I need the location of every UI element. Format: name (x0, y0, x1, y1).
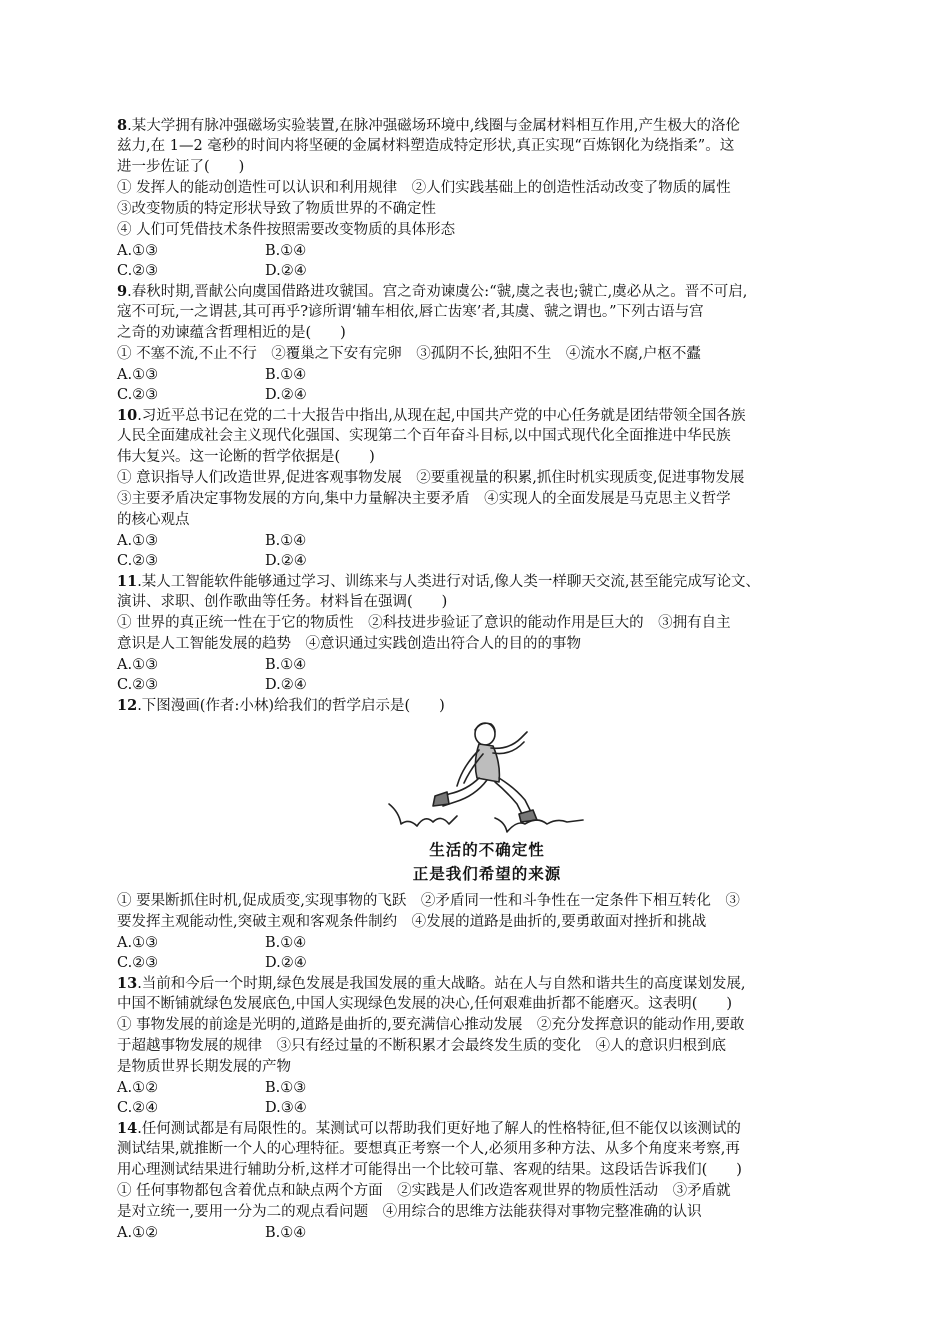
options-row (117, 1078, 839, 1098)
question-text: .任何测试都是有局限性的。某测试可以帮助我们更好地了解人的性格特征,但不能仅以该测试的 (137, 1121, 741, 1137)
statement-line: 是物质世界长期发展的产物 (117, 1059, 291, 1075)
question-text: .下图漫画(作者:小林)给我们的哲学启示是( ) (137, 698, 445, 714)
statement-line: 于超越事物发展的规律 ③只有经过量的不断积累才会最终发生质的变化 ④人的意识归根到底 (117, 1038, 726, 1054)
option-b[interactable]: B.①④ (265, 243, 307, 259)
option-c[interactable]: C.②③ (117, 387, 159, 403)
statement-line: ① 发挥人的能动创造性可以认识和利用规律 ②人们实践基础上的创造性活动改变了物质的属性 (117, 180, 731, 196)
question-text: 之奇的劝谏蕴含哲理相近的是( ) (117, 325, 346, 341)
question-14 (117, 1118, 839, 1243)
statement-line: ③主要矛盾决定事物发展的方向,集中力量解决主要矛盾 ④实现人的全面发展是马克思主义哲学 (117, 491, 731, 507)
statement-line: ③改变物质的特定形状导致了物质世界的不确定性 (117, 201, 436, 217)
cartoon-figure (387, 720, 587, 885)
question-8 (117, 115, 839, 281)
question-text: .当前和今后一个时期,绿色发展是我国发展的重大战略。站在人与自然和谐共生的高度谋划发展, (137, 976, 746, 992)
cartoon-caption-line2: 正是我们希望的来源 (412, 865, 562, 883)
question-text: 中国不断铺就绿色发展底色,中国人实现绿色发展的决心,任何艰难曲折都不能磨灭。这表明( ) (117, 996, 733, 1012)
statement-line: ① 事物发展的前途是光明的,道路是曲折的,要充满信心推动发展 ②充分发挥意识的能动作用,要敢 (117, 1017, 745, 1033)
options-row (117, 675, 839, 695)
question-number: 14 (117, 1120, 138, 1137)
question-12 (117, 695, 839, 973)
question-10 (117, 405, 839, 571)
option-c[interactable]: C.②④ (117, 1100, 159, 1116)
option-c[interactable]: C.②③ (117, 553, 159, 569)
statement-line: 要发挥主观能动性,突破主观和客观条件制约 ④发展的道路是曲折的,要勇敢面对挫折和挑战 (117, 914, 707, 930)
option-c[interactable]: C.②③ (117, 677, 159, 693)
options-row (117, 933, 839, 953)
statement-line: ④ 人们可凭借技术条件按照需要改变物质的具体形态 (117, 222, 456, 238)
question-number: 11 (117, 573, 138, 590)
options-row (117, 1098, 839, 1118)
option-d[interactable]: D.②④ (265, 677, 307, 693)
options-row (117, 385, 839, 405)
question-text: 人民全面建成社会主义现代化强国、实现第二个百年奋斗目标,以中国式现代化全面推进中华民族 (117, 428, 731, 444)
question-text: 进一步佐证了( ) (117, 159, 245, 175)
option-a[interactable]: A.①② (117, 1225, 159, 1241)
options-row (117, 365, 839, 385)
option-b[interactable]: B.①③ (265, 1080, 307, 1096)
option-b[interactable]: B.①④ (265, 533, 307, 549)
option-a[interactable]: A.①③ (117, 243, 159, 259)
question-text: 用心理测试结果进行辅助分析,这样才可能得出一个比较可靠、客观的结果。这段话告诉我们( ) (117, 1162, 742, 1178)
option-a[interactable]: A.①③ (117, 533, 159, 549)
question-text: .某大学拥有脉冲强磁场实验装置,在脉冲强磁场环境中,线圈与金属材料相互作用,产生极大的洛伦 (127, 118, 741, 134)
option-a[interactable]: A.①③ (117, 657, 159, 673)
cartoon-caption-line1: 生活的不确定性 (429, 841, 545, 859)
question-text: .习近平总书记在党的二十大报告中指出,从现在起,中国共产党的中心任务就是团结带领全国各族 (137, 408, 746, 424)
question-number: 13 (117, 975, 138, 992)
option-b[interactable]: B.①④ (265, 367, 307, 383)
option-d[interactable]: D.②④ (265, 387, 307, 403)
statement-line: ① 不塞不流,不止不行 ②覆巢之下安有完卵 ③孤阴不长,独阳不生 ④流水不腐,户枢不蠹 (117, 346, 701, 362)
statement-line: ① 要果断抓住时机,促成质变,实现事物的飞跃 ②矛盾同一性和斗争性在一定条件下相互转化 ③ (117, 893, 740, 909)
question-number: 9 (117, 283, 128, 300)
question-13 (117, 973, 839, 1118)
option-c[interactable]: C.②③ (117, 263, 159, 279)
option-b[interactable]: B.①④ (265, 935, 307, 951)
exam-page (117, 115, 839, 1243)
question-9 (117, 281, 839, 405)
statement-line: ① 世界的真正统一性在于它的物质性 ②科技进步验证了意识的能动作用是巨大的 ③拥有自主 (117, 615, 731, 631)
question-text: 伟大复兴。这一论断的哲学依据是( ) (117, 449, 375, 465)
question-11 (117, 571, 839, 695)
statement-line: 的核心观点 (117, 512, 190, 528)
options-row (117, 953, 839, 973)
jumping-man-illustration (387, 720, 587, 885)
question-text: .某人工智能软件能够通过学习、训练来与人类进行对话,像人类一样聊天交流,甚至能完成写论文、 (137, 574, 761, 590)
statement-line: 是对立统一,要用一分为二的观点看问题 ④用综合的思维方法能获得对事物完整准确的认识 (117, 1204, 702, 1220)
question-text: 兹力,在 1—2 毫秒的时间内将坚硬的金属材料塑造成特定形状,真正实现“百炼钢化为绕指柔”。这 (117, 138, 735, 154)
option-a[interactable]: A.①② (117, 1080, 159, 1096)
option-d[interactable]: D.③④ (265, 1100, 307, 1116)
options-row (117, 655, 839, 675)
statement-line: ① 任何事物都包含着优点和缺点两个方面 ②实践是人们改造客观世界的物质性活动 ③矛盾就 (117, 1183, 731, 1199)
option-a[interactable]: A.①③ (117, 367, 159, 383)
question-text: 测试结果,就推断一个人的心理特征。要想真正考察一个人,必须用多种方法、从多个角度来考察,再 (117, 1141, 740, 1157)
statement-line: 意识是人工智能发展的趋势 ④意识通过实践创造出符合人的目的的事物 (117, 636, 581, 652)
option-a[interactable]: A.①③ (117, 935, 159, 951)
options-row (117, 551, 839, 571)
question-text: 演讲、求职、创作歌曲等任务。材料旨在强调( ) (117, 594, 448, 610)
options-row (117, 1223, 839, 1243)
question-text: .春秋时期,晋献公向虞国借路进攻虢国。宫之奇劝谏虞公:“虢,虞之表也;虢亡,虞必从之。晋不可启, (127, 284, 748, 300)
question-number: 10 (117, 407, 138, 424)
option-d[interactable]: D.②④ (265, 955, 307, 971)
option-b[interactable]: B.①④ (265, 1225, 307, 1241)
option-b[interactable]: B.①④ (265, 657, 307, 673)
options-row (117, 261, 839, 281)
statement-line: ① 意识指导人们改造世界,促进客观事物发展 ②要重视量的积累,抓住时机实现质变,促进事物发展 (117, 470, 745, 486)
question-number: 12 (117, 697, 138, 714)
question-text: 寇不可玩,一之谓甚,其可再乎?谚所谓‘辅车相依,唇亡齿寒’者,其虞、虢之谓也。”下列古语与宫 (117, 304, 704, 320)
question-number: 8 (117, 117, 128, 134)
option-d[interactable]: D.②④ (265, 263, 307, 279)
option-c[interactable]: C.②③ (117, 955, 159, 971)
option-d[interactable]: D.②④ (265, 553, 307, 569)
options-row (117, 241, 839, 261)
options-row (117, 531, 839, 551)
